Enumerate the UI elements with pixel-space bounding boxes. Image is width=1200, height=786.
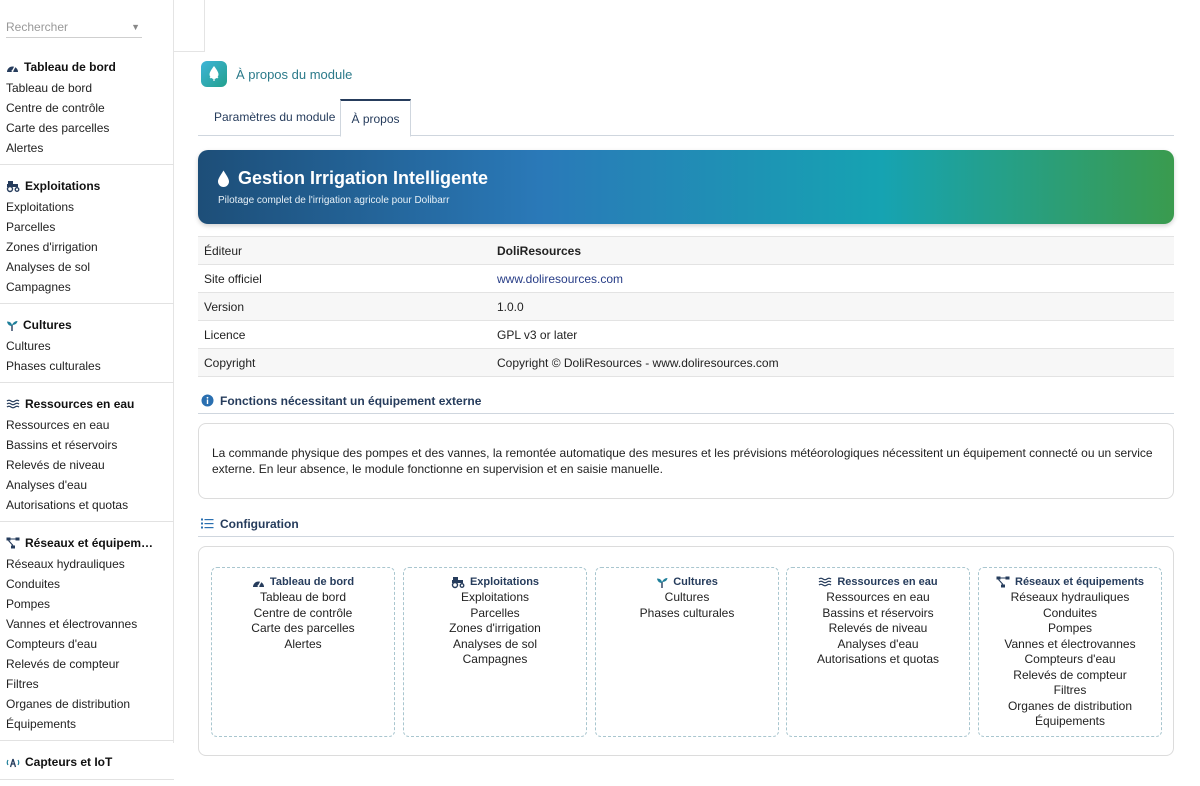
external-section-header bbox=[198, 388, 1174, 414]
external-notice: La commande physique des pompes et des vannes, la remontée automatique des mesures et les prévisions météorologiques nécessitent un équipement connecté ou un service externe. En leur absence, le module fonctionne en supervision et en saisie manuelle. bbox=[198, 423, 1174, 499]
sidebar-menu bbox=[0, 52, 174, 786]
info-value: 1.0.0 bbox=[491, 293, 1174, 321]
configuration-section-header bbox=[198, 511, 1174, 537]
config-card bbox=[978, 567, 1162, 737]
config-card-label: Ressources en eau bbox=[837, 576, 938, 588]
sensor-icon bbox=[6, 757, 23, 768]
tab-bar bbox=[198, 99, 1174, 136]
sidebar-item[interactable]: Campagnes bbox=[6, 280, 71, 294]
config-link[interactable]: Équipements bbox=[1034, 714, 1106, 728]
sidebar-section-label: Exploitations bbox=[25, 179, 101, 193]
config-card-title bbox=[212, 576, 394, 588]
table-row bbox=[198, 265, 1174, 293]
config-link[interactable]: Exploitations bbox=[460, 590, 530, 604]
config-link[interactable]: Campagnes bbox=[462, 652, 528, 666]
config-link[interactable]: Tableau de bord bbox=[259, 590, 347, 604]
module-banner bbox=[198, 150, 1174, 224]
sidebar-item[interactable]: Relevés de niveau bbox=[6, 458, 105, 472]
website-link[interactable]: www.doliresources.com bbox=[497, 271, 624, 286]
info-key: Site officiel bbox=[198, 265, 491, 293]
config-link[interactable]: Organes de distribution bbox=[1007, 698, 1133, 713]
banner-title: Gestion Irrigation Intelligente bbox=[238, 168, 489, 188]
table-row bbox=[198, 349, 1174, 377]
sidebar-section bbox=[0, 52, 174, 165]
tab-module-settings[interactable]: Paramètres du module bbox=[214, 110, 336, 124]
config-link[interactable]: Filtres bbox=[1053, 683, 1087, 697]
network-icon bbox=[996, 576, 1013, 588]
info-key: Version bbox=[198, 293, 491, 321]
config-link[interactable]: Phases culturales bbox=[639, 605, 735, 620]
sidebar-section bbox=[0, 171, 174, 304]
sidebar-item[interactable]: Analyses d'eau bbox=[6, 478, 88, 492]
list-icon bbox=[201, 518, 214, 529]
config-link[interactable]: Parcelles bbox=[470, 605, 520, 620]
sidebar-item[interactable]: Relevés de compteur bbox=[6, 657, 120, 671]
config-card bbox=[403, 567, 587, 737]
page-header bbox=[201, 61, 352, 87]
info-value: Copyright © DoliResources - www.doliresources.com bbox=[491, 349, 1174, 377]
sidebar-item[interactable]: Autorisations et quotas bbox=[6, 498, 129, 512]
configuration-title: Configuration bbox=[220, 516, 299, 531]
tractor-icon bbox=[451, 576, 468, 588]
sidebar-item[interactable]: Exploitations bbox=[6, 200, 75, 214]
config-link[interactable]: Cultures bbox=[664, 590, 710, 604]
table-row bbox=[198, 321, 1174, 349]
config-link[interactable]: Analyses d'eau bbox=[837, 636, 919, 651]
config-card-title bbox=[596, 576, 778, 588]
config-card bbox=[595, 567, 779, 737]
droplet-icon bbox=[217, 170, 230, 188]
search-placeholder: Rechercher bbox=[6, 19, 69, 34]
chevron-down-icon[interactable]: ▼ bbox=[131, 21, 140, 32]
network-icon bbox=[6, 537, 23, 549]
banner-subtitle: Pilotage complet de l'irrigation agricole pour Dolibarr bbox=[218, 195, 450, 206]
config-link[interactable]: Bassins et réservoirs bbox=[822, 605, 934, 620]
sidebar-item[interactable]: Vannes et électrovannes bbox=[6, 617, 138, 631]
config-link[interactable]: Réseaux hydrauliques bbox=[1010, 590, 1130, 604]
sidebar-section-title[interactable] bbox=[0, 751, 174, 773]
info-circle-icon bbox=[201, 394, 214, 407]
search-input[interactable] bbox=[6, 16, 142, 38]
sidebar-item[interactable]: Parcelles bbox=[6, 220, 56, 234]
sidebar-item[interactable]: Compteurs d'eau bbox=[6, 637, 98, 651]
sidebar-section-title[interactable] bbox=[0, 393, 174, 415]
page-title: À propos du module bbox=[236, 66, 353, 82]
sidebar-section bbox=[0, 389, 174, 522]
sidebar-section-title[interactable] bbox=[0, 56, 174, 78]
sidebar bbox=[0, 0, 174, 769]
sidebar-item[interactable]: Phases culturales bbox=[6, 359, 101, 373]
tractor-icon bbox=[6, 180, 23, 192]
config-link[interactable]: Zones d'irrigation bbox=[449, 621, 541, 635]
config-card-label: Tableau de bord bbox=[269, 576, 355, 588]
config-card bbox=[211, 567, 395, 737]
config-card-title bbox=[404, 576, 586, 588]
dashboard-icon bbox=[252, 577, 268, 588]
top-bar bbox=[174, 0, 205, 52]
sidebar-section bbox=[0, 747, 174, 780]
sidebar-section-title[interactable] bbox=[0, 314, 174, 336]
config-link[interactable]: Carte des parcelles bbox=[251, 621, 355, 635]
sidebar-item[interactable]: Carte des parcelles bbox=[6, 121, 110, 135]
sidebar-section bbox=[0, 528, 174, 741]
sidebar-item[interactable]: Filtres bbox=[6, 677, 39, 691]
info-key: Éditeur bbox=[198, 237, 491, 265]
module-info-table bbox=[198, 236, 1174, 377]
config-card bbox=[786, 567, 970, 737]
sidebar-item[interactable]: Bassins et réservoirs bbox=[6, 438, 118, 452]
config-link[interactable]: Analyses de sol bbox=[452, 636, 538, 651]
config-link[interactable]: Vannes et électrovannes bbox=[1004, 636, 1136, 651]
config-card-title bbox=[979, 576, 1161, 588]
sidebar-section-label: Ressources en eau bbox=[25, 397, 135, 411]
water-icon bbox=[818, 577, 835, 587]
config-link[interactable]: Relevés de compteur bbox=[1013, 667, 1127, 682]
sidebar-section-title[interactable] bbox=[0, 175, 174, 197]
sidebar-item[interactable]: Organes de distribution bbox=[6, 697, 131, 711]
info-value-cell bbox=[491, 265, 1174, 293]
config-link[interactable]: Pompes bbox=[1047, 621, 1093, 635]
sidebar-item[interactable]: Centre de contrôle bbox=[6, 101, 105, 115]
config-link[interactable]: Ressources en eau bbox=[826, 590, 930, 604]
banner-title-row bbox=[217, 168, 488, 189]
config-card-label: Exploitations bbox=[469, 576, 540, 588]
sidebar-item[interactable]: Cultures bbox=[6, 339, 51, 353]
tab-about[interactable]: À propos bbox=[340, 99, 411, 137]
seedling-icon bbox=[6, 320, 21, 331]
config-link[interactable]: Relevés de niveau bbox=[828, 621, 928, 635]
config-card-label: Cultures bbox=[673, 576, 718, 588]
sidebar-section-label: Cultures bbox=[23, 318, 72, 332]
info-value: GPL v3 or later bbox=[491, 321, 1174, 349]
droplet-plant-icon bbox=[201, 61, 227, 87]
configuration-cards bbox=[198, 546, 1174, 756]
sidebar-section-label: Capteurs et IoT bbox=[25, 755, 113, 769]
water-icon bbox=[6, 399, 23, 409]
sidebar-item[interactable]: Tableau de bord bbox=[6, 81, 93, 95]
info-value: DoliResources bbox=[491, 237, 1174, 265]
config-link[interactable]: Autorisations et quotas bbox=[816, 652, 940, 666]
info-key: Copyright bbox=[198, 349, 491, 377]
sidebar-item[interactable]: Analyses de sol bbox=[6, 260, 91, 274]
table-row bbox=[198, 293, 1174, 321]
config-link[interactable]: Centre de contrôle bbox=[253, 605, 353, 620]
seedling-icon bbox=[656, 577, 671, 588]
dashboard-icon bbox=[6, 62, 22, 73]
sidebar-item[interactable]: Zones d'irrigation bbox=[6, 240, 98, 254]
sidebar-item[interactable]: Conduites bbox=[6, 577, 61, 591]
table-row bbox=[198, 237, 1174, 265]
sidebar-section bbox=[0, 310, 174, 383]
config-link[interactable]: Compteurs d'eau bbox=[1024, 652, 1116, 666]
sidebar-item[interactable]: Alertes bbox=[6, 141, 44, 155]
config-link[interactable]: Conduites bbox=[1042, 605, 1098, 620]
sidebar-item[interactable]: Pompes bbox=[6, 597, 51, 611]
config-card-label: Réseaux et équipements bbox=[1015, 576, 1144, 588]
sidebar-section-label: Tableau de bord bbox=[24, 60, 116, 74]
sidebar-item[interactable]: Réseaux hydrauliques bbox=[6, 557, 125, 571]
sidebar-item[interactable]: Ressources en eau bbox=[6, 418, 110, 432]
sidebar-section-title[interactable] bbox=[0, 532, 174, 554]
info-key: Licence bbox=[198, 321, 491, 349]
config-link[interactable]: Alertes bbox=[284, 636, 322, 651]
external-section-title: Fonctions nécessitant un équipement externe bbox=[220, 393, 482, 408]
sidebar-section-label: Réseaux et équipem… bbox=[25, 536, 154, 550]
sidebar-item[interactable]: Équipements bbox=[6, 717, 77, 731]
config-card-title bbox=[787, 576, 969, 588]
